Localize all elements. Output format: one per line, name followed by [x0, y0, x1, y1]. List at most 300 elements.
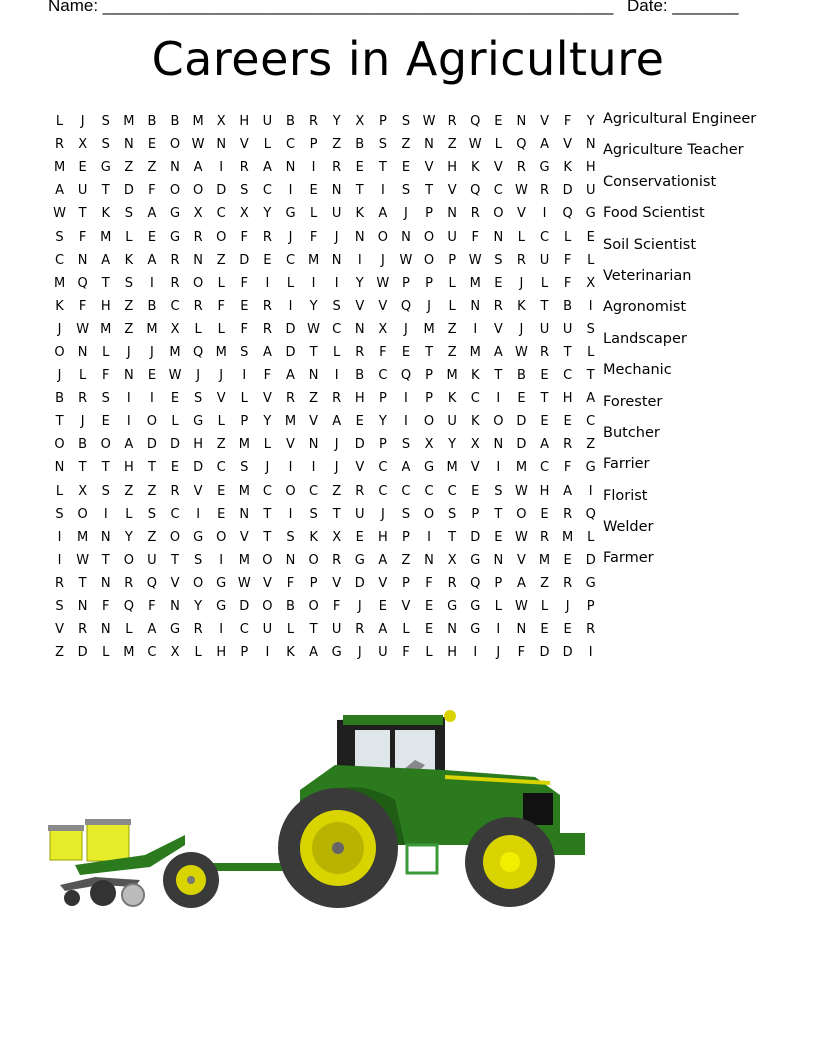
grid-letter[interactable]: X — [78, 137, 88, 153]
grid-letter[interactable]: X — [355, 114, 365, 130]
grid-letter[interactable]: P — [494, 575, 503, 591]
grid-letter[interactable]: O — [262, 552, 273, 568]
grid-letter[interactable]: F — [332, 599, 341, 615]
grid-letter[interactable]: D — [585, 552, 596, 568]
grid-letter[interactable]: I — [242, 368, 247, 384]
grid-letter[interactable]: S — [193, 391, 203, 407]
grid-letter[interactable]: Z — [447, 321, 457, 337]
grid-letter[interactable]: R — [516, 252, 526, 268]
grid-letter[interactable]: I — [57, 552, 62, 568]
grid-letter[interactable]: R — [563, 437, 573, 453]
grid-letter[interactable]: Z — [124, 483, 134, 499]
grid-letter[interactable]: R — [309, 114, 319, 130]
grid-letter[interactable]: N — [54, 460, 65, 476]
grid-letter[interactable]: N — [100, 575, 111, 591]
grid-letter[interactable]: V — [239, 137, 249, 153]
grid-letter[interactable]: L — [448, 275, 456, 291]
grid-letter[interactable]: L — [540, 275, 549, 291]
grid-letter[interactable]: A — [101, 252, 111, 268]
grid-letter[interactable]: V — [193, 483, 203, 499]
grid-letter[interactable]: U — [262, 114, 273, 130]
grid-letter[interactable]: O — [493, 414, 504, 430]
grid-letter[interactable]: Z — [447, 137, 457, 153]
grid-letter[interactable]: O — [216, 529, 227, 545]
grid-letter[interactable]: T — [355, 183, 364, 199]
grid-letter[interactable]: E — [563, 552, 572, 568]
grid-letter[interactable]: S — [401, 506, 411, 522]
grid-letter[interactable]: O — [100, 437, 111, 453]
grid-letter[interactable]: V — [216, 391, 226, 407]
grid-letter[interactable]: G — [447, 599, 458, 615]
grid-letter[interactable]: Q — [470, 575, 481, 591]
grid-letter[interactable]: C — [586, 414, 596, 430]
grid-letter[interactable]: C — [378, 483, 388, 499]
grid-letter[interactable]: K — [447, 391, 457, 407]
grid-letter[interactable]: K — [517, 298, 526, 314]
grid-letter[interactable]: C — [170, 506, 180, 522]
grid-letter[interactable]: L — [425, 645, 433, 661]
grid-letter[interactable]: I — [588, 298, 593, 314]
grid-letter[interactable]: C — [424, 483, 434, 499]
grid-letter[interactable]: R — [262, 298, 272, 314]
grid-letter[interactable]: X — [424, 437, 434, 453]
grid-letter[interactable]: E — [540, 368, 549, 384]
grid-letter[interactable]: P — [378, 391, 387, 407]
grid-letter[interactable]: L — [494, 137, 502, 153]
date-field-label[interactable]: Date: _______ — [627, 0, 739, 15]
grid-letter[interactable]: L — [171, 414, 179, 430]
grid-letter[interactable]: V — [540, 114, 549, 130]
grid-letter[interactable]: P — [448, 252, 457, 268]
grid-letter[interactable]: M — [53, 275, 66, 291]
grid-letter[interactable]: I — [496, 622, 501, 638]
grid-letter[interactable]: A — [332, 414, 342, 430]
grid-letter[interactable]: P — [378, 437, 387, 453]
grid-letter[interactable]: I — [404, 391, 408, 407]
grid-letter[interactable]: T — [425, 183, 434, 199]
grid-letter[interactable]: X — [216, 114, 226, 130]
grid-letter[interactable]: Q — [123, 599, 134, 615]
grid-letter[interactable]: M — [469, 344, 481, 360]
grid-letter[interactable]: W — [76, 321, 90, 337]
grid-letter[interactable]: N — [354, 229, 365, 245]
grid-letter[interactable]: C — [309, 483, 319, 499]
grid-letter[interactable]: F — [425, 575, 433, 591]
grid-letter[interactable]: D — [123, 183, 134, 199]
grid-letter[interactable]: Q — [400, 298, 412, 314]
grid-letter[interactable]: R — [355, 483, 365, 499]
grid-letter[interactable]: K — [101, 206, 110, 222]
grid-letter[interactable]: L — [55, 114, 64, 130]
grid-letter[interactable]: N — [331, 183, 342, 199]
grid-letter[interactable]: E — [355, 414, 364, 430]
grid-letter[interactable]: G — [216, 575, 227, 591]
grid-letter[interactable]: S — [240, 460, 249, 476]
grid-letter[interactable]: Z — [147, 160, 157, 176]
grid-letter[interactable]: V — [424, 160, 434, 176]
grid-letter[interactable]: R — [332, 391, 342, 407]
grid-letter[interactable]: Y — [263, 206, 272, 222]
grid-letter[interactable]: O — [262, 599, 273, 615]
grid-letter[interactable]: K — [286, 645, 295, 661]
grid-letter[interactable]: I — [103, 506, 108, 522]
grid-letter[interactable]: D — [239, 599, 250, 615]
grid-letter[interactable]: V — [262, 391, 272, 407]
grid-letter[interactable]: U — [447, 414, 457, 430]
grid-letter[interactable]: X — [78, 483, 88, 499]
grid-letter[interactable]: Q — [192, 344, 204, 360]
grid-letter[interactable]: U — [77, 183, 88, 199]
grid-letter[interactable]: E — [355, 160, 364, 176]
grid-letter[interactable]: P — [240, 645, 249, 661]
grid-letter[interactable]: M — [446, 368, 458, 384]
grid-letter[interactable]: E — [563, 622, 572, 638]
grid-letter[interactable]: M — [238, 552, 250, 568]
grid-letter[interactable]: P — [586, 599, 595, 615]
grid-letter[interactable]: G — [585, 206, 596, 222]
grid-letter[interactable]: B — [147, 298, 157, 314]
grid-letter[interactable]: D — [516, 437, 527, 453]
grid-letter[interactable]: S — [124, 206, 133, 222]
grid-letter[interactable]: I — [311, 160, 316, 176]
grid-letter[interactable]: S — [448, 506, 457, 522]
grid-letter[interactable]: L — [587, 529, 595, 545]
grid-letter[interactable]: S — [55, 506, 64, 522]
grid-letter[interactable]: K — [309, 529, 318, 545]
grid-letter[interactable]: V — [447, 183, 457, 199]
grid-letter[interactable]: M — [515, 460, 528, 476]
grid-letter[interactable]: M — [100, 229, 112, 245]
grid-letter[interactable]: N — [216, 137, 227, 153]
grid-letter[interactable]: L — [217, 414, 225, 430]
grid-letter[interactable]: T — [425, 344, 434, 360]
grid-letter[interactable]: E — [540, 414, 549, 430]
grid-letter[interactable]: P — [309, 137, 318, 153]
grid-letter[interactable]: V — [355, 460, 365, 476]
grid-letter[interactable]: I — [150, 275, 154, 291]
grid-letter[interactable]: M — [146, 321, 158, 337]
grid-letter[interactable]: Q — [470, 183, 481, 199]
grid-letter[interactable]: J — [196, 368, 201, 384]
grid-letter[interactable]: O — [423, 252, 435, 268]
grid-letter[interactable]: V — [55, 622, 64, 638]
grid-letter[interactable]: E — [217, 483, 226, 499]
grid-letter[interactable]: V — [401, 599, 411, 615]
grid-letter[interactable]: C — [332, 321, 342, 337]
grid-letter[interactable]: S — [101, 483, 110, 499]
grid-letter[interactable]: H — [123, 460, 134, 476]
grid-letter[interactable]: W — [376, 275, 390, 291]
grid-letter[interactable]: L — [333, 344, 341, 360]
grid-letter[interactable]: G — [285, 206, 296, 222]
grid-letter[interactable]: W — [53, 206, 66, 222]
grid-letter[interactable]: S — [193, 552, 203, 568]
grid-letter[interactable]: S — [147, 506, 157, 522]
grid-letter[interactable]: V — [493, 160, 503, 176]
grid-letter[interactable]: I — [126, 391, 131, 407]
grid-letter[interactable]: G — [470, 599, 481, 615]
grid-letter[interactable]: W — [514, 529, 528, 545]
grid-letter[interactable]: H — [239, 114, 250, 130]
grid-letter[interactable]: F — [101, 368, 110, 384]
grid-letter[interactable]: M — [562, 529, 574, 545]
grid-letter[interactable]: E — [240, 298, 249, 314]
grid-letter[interactable]: Y — [378, 414, 387, 430]
grid-letter[interactable]: C — [262, 483, 272, 499]
grid-letter[interactable]: T — [78, 206, 87, 222]
grid-letter[interactable]: V — [493, 321, 503, 337]
grid-letter[interactable]: L — [286, 275, 295, 291]
grid-letter[interactable]: L — [517, 229, 526, 245]
grid-letter[interactable]: P — [425, 275, 433, 291]
grid-letter[interactable]: U — [539, 252, 550, 268]
grid-letter[interactable]: F — [101, 599, 110, 615]
grid-letter[interactable]: Y — [586, 114, 595, 130]
grid-letter[interactable]: R — [239, 160, 249, 176]
grid-letter[interactable]: M — [215, 344, 227, 360]
grid-letter[interactable]: R — [563, 506, 573, 522]
grid-letter[interactable]: G — [169, 622, 181, 638]
grid-letter[interactable]: S — [401, 114, 411, 130]
grid-letter[interactable]: C — [262, 183, 272, 199]
grid-letter[interactable]: A — [540, 137, 549, 153]
grid-letter[interactable]: J — [265, 460, 270, 476]
grid-letter[interactable]: D — [539, 645, 550, 661]
grid-letter[interactable]: W — [399, 252, 413, 268]
grid-letter[interactable]: J — [380, 506, 385, 522]
grid-letter[interactable]: X — [239, 206, 249, 222]
grid-letter[interactable]: A — [401, 460, 411, 476]
grid-letter[interactable]: V — [355, 298, 365, 314]
grid-letter[interactable]: P — [425, 368, 433, 384]
grid-letter[interactable]: V — [470, 460, 480, 476]
grid-letter[interactable]: E — [309, 183, 318, 199]
grid-letter[interactable]: Q — [146, 575, 158, 591]
grid-letter[interactable]: F — [286, 575, 295, 591]
grid-letter[interactable]: Q — [77, 275, 88, 291]
grid-letter[interactable]: C — [285, 137, 296, 153]
grid-letter[interactable]: E — [217, 506, 226, 522]
grid-letter[interactable]: O — [216, 229, 227, 245]
grid-letter[interactable]: N — [170, 160, 180, 176]
grid-letter[interactable]: M — [446, 460, 458, 476]
grid-letter[interactable]: I — [334, 275, 339, 291]
grid-letter[interactable]: V — [378, 575, 388, 591]
grid-letter[interactable]: E — [494, 529, 503, 545]
grid-letter[interactable]: R — [55, 137, 65, 153]
grid-letter[interactable]: P — [425, 391, 433, 407]
grid-letter[interactable]: E — [401, 160, 411, 176]
grid-letter[interactable]: G — [470, 552, 481, 568]
grid-letter[interactable]: G — [585, 575, 596, 591]
grid-letter[interactable]: J — [80, 114, 85, 130]
grid-letter[interactable]: A — [262, 344, 272, 360]
grid-letter[interactable]: N — [308, 437, 319, 453]
grid-letter[interactable]: I — [496, 460, 501, 476]
grid-letter[interactable]: L — [125, 506, 133, 522]
grid-letter[interactable]: X — [378, 321, 388, 337]
grid-letter[interactable]: L — [102, 645, 110, 661]
grid-letter[interactable]: J — [126, 344, 131, 360]
grid-letter[interactable]: U — [355, 506, 365, 522]
grid-letter[interactable]: G — [169, 206, 181, 222]
grid-letter[interactable]: H — [447, 645, 458, 661]
grid-letter[interactable]: L — [494, 599, 502, 615]
grid-letter[interactable]: V — [309, 414, 319, 430]
grid-letter[interactable]: G — [193, 529, 204, 545]
grid-letter[interactable]: R — [124, 575, 134, 591]
grid-letter[interactable]: O — [423, 506, 435, 522]
grid-letter[interactable]: A — [193, 160, 203, 176]
grid-letter[interactable]: M — [307, 252, 320, 268]
grid-letter[interactable]: E — [471, 483, 480, 499]
grid-letter[interactable]: W — [514, 344, 528, 360]
grid-letter[interactable]: Z — [124, 321, 134, 337]
grid-letter[interactable]: N — [285, 552, 296, 568]
grid-letter[interactable]: L — [55, 483, 64, 499]
grid-letter[interactable]: O — [146, 414, 158, 430]
grid-letter[interactable]: W — [168, 368, 182, 384]
grid-letter[interactable]: G — [539, 160, 550, 176]
grid-letter[interactable]: L — [194, 645, 202, 661]
grid-letter[interactable]: M — [238, 483, 250, 499]
grid-letter[interactable]: Z — [401, 137, 411, 153]
grid-letter[interactable]: E — [263, 252, 272, 268]
grid-letter[interactable]: I — [126, 414, 131, 430]
grid-letter[interactable]: I — [57, 529, 62, 545]
grid-letter[interactable]: J — [496, 645, 501, 661]
grid-letter[interactable]: R — [355, 344, 365, 360]
grid-letter[interactable]: K — [470, 414, 480, 430]
grid-letter[interactable]: R — [55, 575, 65, 591]
grid-letter[interactable]: H — [377, 529, 388, 545]
grid-letter[interactable]: O — [285, 483, 296, 499]
grid-letter[interactable]: O — [516, 506, 527, 522]
grid-letter[interactable]: J — [57, 321, 62, 337]
grid-letter[interactable]: N — [170, 599, 180, 615]
grid-letter[interactable]: O — [423, 229, 435, 245]
grid-letter[interactable]: W — [468, 252, 482, 268]
grid-letter[interactable]: I — [311, 460, 316, 476]
grid-letter[interactable]: C — [470, 391, 480, 407]
grid-letter[interactable]: T — [494, 506, 503, 522]
grid-letter[interactable]: P — [425, 206, 433, 222]
grid-letter[interactable]: N — [123, 368, 134, 384]
grid-letter[interactable]: E — [170, 391, 180, 407]
grid-letter[interactable]: O — [308, 599, 319, 615]
grid-letter[interactable]: M — [123, 114, 135, 130]
grid-letter[interactable]: M — [100, 321, 112, 337]
grid-letter[interactable]: P — [402, 529, 410, 545]
grid-letter[interactable]: B — [170, 114, 180, 130]
grid-letter[interactable]: T — [263, 529, 272, 545]
grid-letter[interactable]: I — [404, 414, 408, 430]
grid-letter[interactable]: J — [150, 344, 154, 360]
grid-letter[interactable]: L — [102, 344, 110, 360]
grid-letter[interactable]: T — [540, 391, 549, 407]
grid-letter[interactable]: O — [169, 183, 181, 199]
grid-letter[interactable]: E — [78, 160, 87, 176]
grid-letter[interactable]: U — [447, 229, 457, 245]
grid-letter[interactable]: X — [447, 552, 457, 568]
grid-letter[interactable]: A — [286, 368, 295, 384]
grid-letter[interactable]: F — [148, 183, 156, 199]
grid-letter[interactable]: T — [448, 529, 457, 545]
grid-letter[interactable]: Z — [216, 252, 226, 268]
grid-letter[interactable]: S — [240, 183, 249, 199]
grid-letter[interactable]: C — [378, 460, 388, 476]
grid-letter[interactable]: N — [239, 506, 250, 522]
grid-letter[interactable]: V — [563, 137, 573, 153]
grid-letter[interactable]: Y — [309, 298, 318, 314]
grid-letter[interactable]: A — [55, 183, 64, 199]
grid-letter[interactable]: W — [468, 137, 482, 153]
grid-letter[interactable]: T — [101, 460, 110, 476]
grid-letter[interactable]: N — [285, 160, 296, 176]
grid-letter[interactable]: N — [123, 137, 134, 153]
grid-letter[interactable]: R — [470, 206, 480, 222]
grid-letter[interactable]: Z — [401, 552, 411, 568]
grid-letter[interactable]: C — [147, 645, 157, 661]
grid-letter[interactable]: T — [540, 298, 549, 314]
grid-letter[interactable]: H — [216, 645, 227, 661]
grid-letter[interactable]: X — [170, 645, 180, 661]
grid-letter[interactable]: J — [80, 414, 85, 430]
grid-letter[interactable]: M — [284, 414, 297, 430]
grid-letter[interactable]: I — [311, 275, 316, 291]
grid-letter[interactable]: J — [288, 229, 293, 245]
grid-letter[interactable]: L — [563, 229, 572, 245]
grid-letter[interactable]: J — [404, 206, 408, 222]
grid-letter[interactable]: F — [217, 298, 225, 314]
grid-letter[interactable]: F — [309, 229, 318, 245]
grid-letter[interactable]: Z — [540, 575, 549, 591]
grid-letter[interactable]: R — [262, 229, 272, 245]
grid-letter[interactable]: J — [219, 368, 224, 384]
grid-letter[interactable]: Q — [562, 206, 573, 222]
grid-letter[interactable]: I — [288, 298, 293, 314]
grid-letter[interactable]: S — [309, 506, 318, 522]
grid-letter[interactable]: N — [493, 552, 504, 568]
grid-letter[interactable]: S — [332, 298, 341, 314]
grid-letter[interactable]: T — [101, 183, 110, 199]
grid-letter[interactable]: E — [540, 622, 549, 638]
grid-letter[interactable]: A — [563, 483, 573, 499]
grid-letter[interactable]: S — [494, 252, 503, 268]
grid-letter[interactable]: C — [493, 183, 503, 199]
grid-letter[interactable]: E — [147, 137, 157, 153]
grid-letter[interactable]: I — [473, 321, 478, 337]
grid-letter[interactable]: V — [332, 575, 342, 591]
grid-letter[interactable]: D — [354, 575, 365, 591]
grid-letter[interactable]: E — [170, 460, 180, 476]
grid-letter[interactable]: C — [216, 206, 226, 222]
grid-letter[interactable]: G — [354, 552, 365, 568]
grid-letter[interactable]: T — [309, 344, 318, 360]
grid-letter[interactable]: D — [562, 183, 573, 199]
grid-letter[interactable]: F — [240, 229, 249, 245]
grid-letter[interactable]: C — [170, 298, 180, 314]
grid-letter[interactable]: S — [124, 275, 133, 291]
grid-letter[interactable]: V — [170, 575, 180, 591]
grid-letter[interactable]: B — [516, 368, 526, 384]
grid-letter[interactable]: E — [101, 414, 110, 430]
grid-letter[interactable]: W — [514, 183, 528, 199]
grid-letter[interactable]: B — [55, 391, 64, 407]
grid-letter[interactable]: I — [219, 160, 224, 176]
grid-letter[interactable]: U — [262, 622, 273, 638]
grid-letter[interactable]: O — [377, 229, 388, 245]
